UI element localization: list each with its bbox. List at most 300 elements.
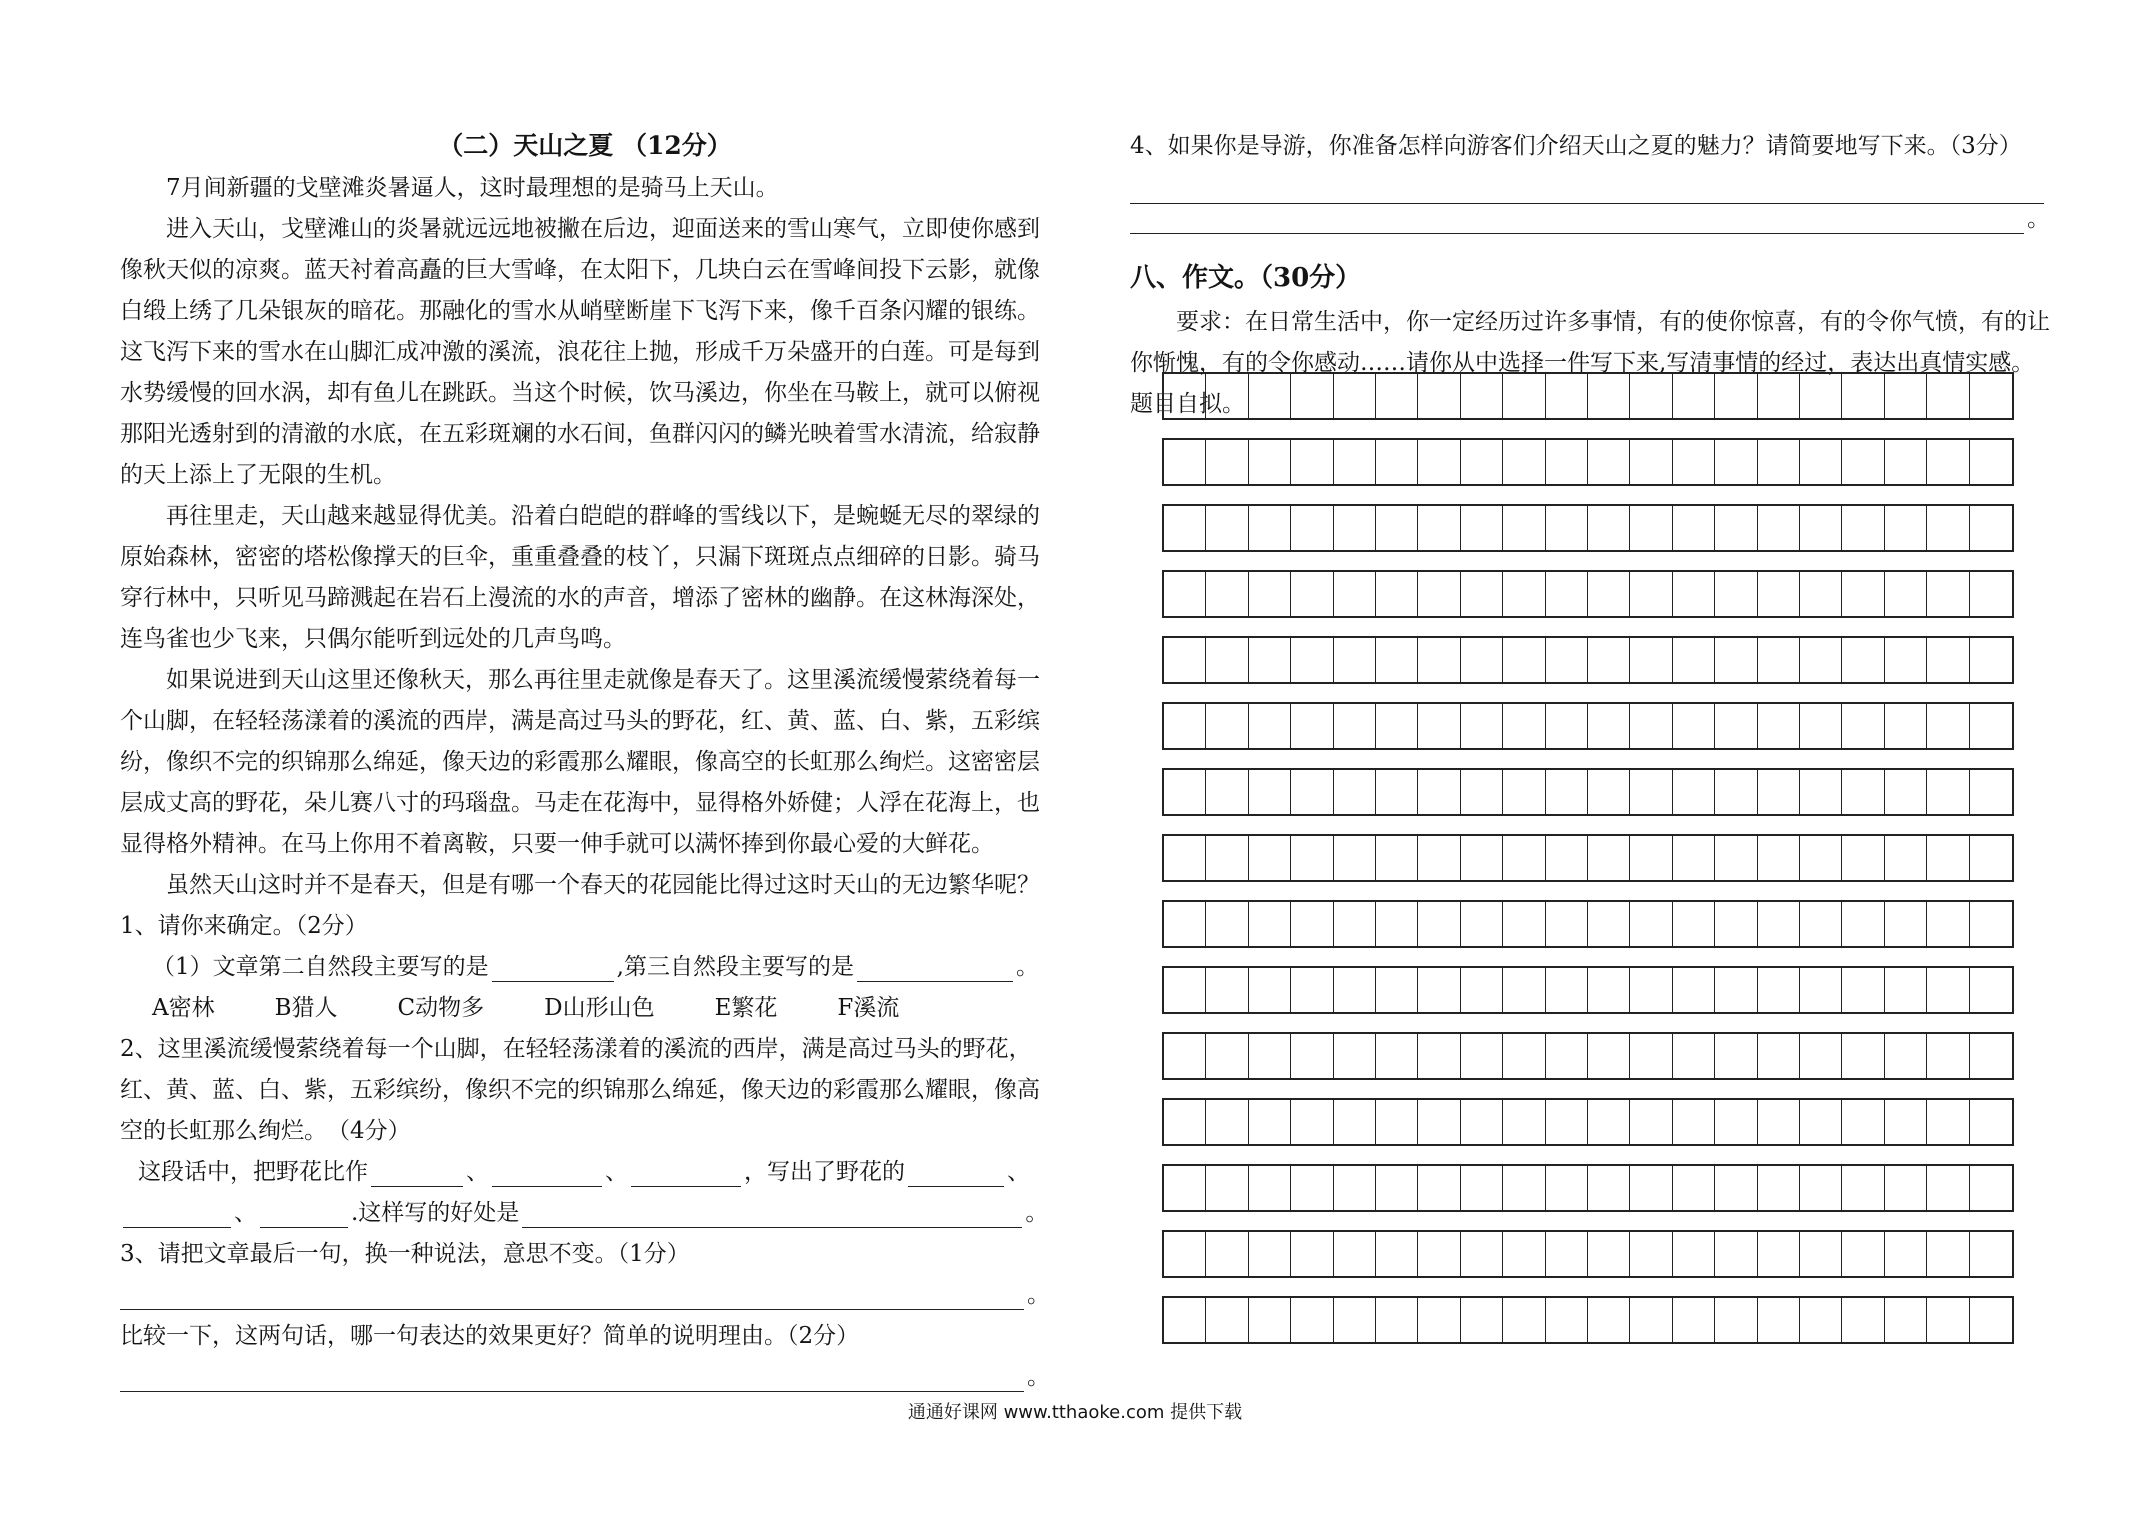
grid-cell[interactable] (1970, 836, 2012, 880)
grid-cell[interactable] (1418, 902, 1460, 946)
grid-cell[interactable] (1927, 1034, 1969, 1078)
grid-cell[interactable] (1249, 440, 1291, 484)
grid-cell[interactable] (1673, 902, 1715, 946)
grid-cell[interactable] (1334, 902, 1376, 946)
grid-cell[interactable] (1249, 374, 1291, 418)
grid-cell[interactable] (1249, 1298, 1291, 1342)
grid-cell[interactable] (1927, 1232, 1969, 1276)
grid-cell[interactable] (1206, 440, 1248, 484)
grid-cell[interactable] (1461, 1100, 1503, 1144)
grid-cell[interactable] (1927, 968, 1969, 1012)
grid-cell[interactable] (1418, 1166, 1460, 1210)
grid-cell[interactable] (1588, 770, 1630, 814)
grid-cell[interactable] (1291, 1166, 1333, 1210)
grid-cell[interactable] (1291, 638, 1333, 682)
grid-cell[interactable] (1249, 770, 1291, 814)
grid-row[interactable] (1162, 966, 2014, 1014)
grid-cell[interactable] (1885, 440, 1927, 484)
grid-cell[interactable] (1461, 836, 1503, 880)
grid-cell[interactable] (1842, 638, 1884, 682)
grid-cell[interactable] (1885, 968, 1927, 1012)
grid-cell[interactable] (1249, 572, 1291, 616)
grid-cell[interactable] (1334, 836, 1376, 880)
grid-cell[interactable] (1885, 836, 1927, 880)
grid-row[interactable] (1162, 834, 2014, 882)
grid-cell[interactable] (1206, 770, 1248, 814)
grid-cell[interactable] (1164, 968, 1206, 1012)
grid-cell[interactable] (1970, 374, 2012, 418)
grid-cell[interactable] (1673, 1034, 1715, 1078)
grid-cell[interactable] (1588, 374, 1630, 418)
grid-cell[interactable] (1842, 902, 1884, 946)
grid-cell[interactable] (1461, 1298, 1503, 1342)
grid-cell[interactable] (1334, 374, 1376, 418)
answer-blank-6[interactable] (908, 1162, 1004, 1187)
grid-cell[interactable] (1206, 638, 1248, 682)
grid-cell[interactable] (1291, 902, 1333, 946)
grid-cell[interactable] (1249, 638, 1291, 682)
grid-cell[interactable] (1418, 836, 1460, 880)
grid-cell[interactable] (1842, 770, 1884, 814)
grid-cell[interactable] (1885, 572, 1927, 616)
grid-cell[interactable] (1291, 1034, 1333, 1078)
grid-cell[interactable] (1376, 572, 1418, 616)
grid-cell[interactable] (1376, 770, 1418, 814)
grid-cell[interactable] (1164, 440, 1206, 484)
grid-cell[interactable] (1376, 902, 1418, 946)
grid-cell[interactable] (1800, 638, 1842, 682)
grid-cell[interactable] (1885, 902, 1927, 946)
grid-cell[interactable] (1927, 440, 1969, 484)
grid-cell[interactable] (1885, 374, 1927, 418)
grid-cell[interactable] (1842, 1100, 1884, 1144)
grid-cell[interactable] (1588, 1166, 1630, 1210)
grid-cell[interactable] (1546, 506, 1588, 550)
grid-cell[interactable] (1291, 440, 1333, 484)
grid-cell[interactable] (1673, 374, 1715, 418)
grid-cell[interactable] (1800, 506, 1842, 550)
grid-cell[interactable] (1758, 770, 1800, 814)
grid-cell[interactable] (1970, 704, 2012, 748)
grid-cell[interactable] (1503, 770, 1545, 814)
grid-cell[interactable] (1461, 770, 1503, 814)
grid-cell[interactable] (1164, 902, 1206, 946)
grid-cell[interactable] (1334, 1232, 1376, 1276)
grid-cell[interactable] (1461, 374, 1503, 418)
answer-line-q3[interactable] (120, 1285, 1024, 1310)
grid-cell[interactable] (1970, 572, 2012, 616)
grid-cell[interactable] (1970, 1034, 2012, 1078)
grid-cell[interactable] (1249, 1100, 1291, 1144)
answer-line-q4-2[interactable] (1130, 209, 2024, 234)
grid-cell[interactable] (1164, 770, 1206, 814)
answer-line-q3-compare[interactable] (120, 1367, 1024, 1392)
grid-cell[interactable] (1376, 440, 1418, 484)
grid-cell[interactable] (1630, 770, 1672, 814)
grid-cell[interactable] (1842, 968, 1884, 1012)
grid-cell[interactable] (1249, 902, 1291, 946)
grid-cell[interactable] (1673, 770, 1715, 814)
grid-cell[interactable] (1461, 704, 1503, 748)
grid-cell[interactable] (1715, 374, 1757, 418)
grid-cell[interactable] (1630, 1034, 1672, 1078)
grid-cell[interactable] (1673, 968, 1715, 1012)
grid-cell[interactable] (1673, 704, 1715, 748)
grid-cell[interactable] (1758, 440, 1800, 484)
grid-cell[interactable] (1334, 770, 1376, 814)
grid-cell[interactable] (1885, 1100, 1927, 1144)
grid-cell[interactable] (1927, 1298, 1969, 1342)
grid-cell[interactable] (1461, 506, 1503, 550)
grid-cell[interactable] (1715, 506, 1757, 550)
grid-cell[interactable] (1800, 1034, 1842, 1078)
grid-cell[interactable] (1418, 572, 1460, 616)
grid-cell[interactable] (1546, 1100, 1588, 1144)
grid-row[interactable] (1162, 504, 2014, 552)
grid-cell[interactable] (1588, 902, 1630, 946)
grid-cell[interactable] (1376, 1034, 1418, 1078)
grid-cell[interactable] (1630, 572, 1672, 616)
grid-cell[interactable] (1461, 968, 1503, 1012)
grid-cell[interactable] (1334, 1034, 1376, 1078)
grid-cell[interactable] (1334, 506, 1376, 550)
grid-cell[interactable] (1376, 638, 1418, 682)
grid-cell[interactable] (1376, 704, 1418, 748)
grid-cell[interactable] (1970, 968, 2012, 1012)
grid-cell[interactable] (1842, 836, 1884, 880)
grid-cell[interactable] (1758, 1034, 1800, 1078)
grid-cell[interactable] (1885, 1034, 1927, 1078)
grid-cell[interactable] (1376, 1166, 1418, 1210)
grid-cell[interactable] (1503, 572, 1545, 616)
grid-cell[interactable] (1546, 968, 1588, 1012)
grid-cell[interactable] (1461, 440, 1503, 484)
grid-cell[interactable] (1630, 1166, 1672, 1210)
grid-cell[interactable] (1927, 1100, 1969, 1144)
grid-cell[interactable] (1291, 1298, 1333, 1342)
grid-cell[interactable] (1927, 506, 1969, 550)
grid-cell[interactable] (1927, 902, 1969, 946)
grid-cell[interactable] (1927, 704, 1969, 748)
grid-cell[interactable] (1546, 770, 1588, 814)
grid-cell[interactable] (1418, 770, 1460, 814)
grid-cell[interactable] (1376, 1100, 1418, 1144)
grid-cell[interactable] (1249, 968, 1291, 1012)
grid-cell[interactable] (1630, 1100, 1672, 1144)
answer-blank-8[interactable] (260, 1203, 348, 1228)
grid-cell[interactable] (1546, 572, 1588, 616)
grid-cell[interactable] (1970, 1100, 2012, 1144)
grid-cell[interactable] (1842, 1034, 1884, 1078)
grid-cell[interactable] (1291, 572, 1333, 616)
grid-cell[interactable] (1970, 770, 2012, 814)
grid-cell[interactable] (1758, 374, 1800, 418)
grid-cell[interactable] (1588, 506, 1630, 550)
grid-cell[interactable] (1503, 1034, 1545, 1078)
grid-cell[interactable] (1800, 1166, 1842, 1210)
grid-cell[interactable] (1800, 1298, 1842, 1342)
grid-cell[interactable] (1630, 374, 1672, 418)
grid-cell[interactable] (1588, 1034, 1630, 1078)
grid-cell[interactable] (1334, 1166, 1376, 1210)
grid-cell[interactable] (1715, 968, 1757, 1012)
grid-cell[interactable] (1970, 638, 2012, 682)
grid-cell[interactable] (1418, 506, 1460, 550)
grid-cell[interactable] (1927, 836, 1969, 880)
grid-cell[interactable] (1673, 1298, 1715, 1342)
grid-cell[interactable] (1630, 968, 1672, 1012)
grid-cell[interactable] (1291, 968, 1333, 1012)
grid-cell[interactable] (1164, 572, 1206, 616)
grid-row[interactable] (1162, 570, 2014, 618)
grid-cell[interactable] (1206, 506, 1248, 550)
grid-cell[interactable] (1715, 902, 1757, 946)
grid-cell[interactable] (1546, 440, 1588, 484)
grid-cell[interactable] (1164, 638, 1206, 682)
grid-cell[interactable] (1546, 1298, 1588, 1342)
grid-cell[interactable] (1206, 968, 1248, 1012)
grid-cell[interactable] (1588, 968, 1630, 1012)
grid-cell[interactable] (1800, 770, 1842, 814)
grid-row[interactable] (1162, 768, 2014, 816)
grid-cell[interactable] (1927, 1166, 1969, 1210)
answer-blank-3[interactable] (371, 1162, 463, 1187)
grid-cell[interactable] (1461, 638, 1503, 682)
grid-row[interactable] (1162, 1296, 2014, 1344)
grid-cell[interactable] (1503, 440, 1545, 484)
grid-cell[interactable] (1842, 1298, 1884, 1342)
grid-cell[interactable] (1842, 1166, 1884, 1210)
grid-cell[interactable] (1546, 638, 1588, 682)
grid-cell[interactable] (1630, 1298, 1672, 1342)
grid-cell[interactable] (1800, 704, 1842, 748)
grid-cell[interactable] (1758, 968, 1800, 1012)
grid-cell[interactable] (1673, 836, 1715, 880)
grid-cell[interactable] (1291, 1232, 1333, 1276)
grid-cell[interactable] (1970, 902, 2012, 946)
grid-cell[interactable] (1164, 1100, 1206, 1144)
grid-cell[interactable] (1970, 440, 2012, 484)
composition-grid[interactable] (1162, 372, 2014, 1362)
grid-cell[interactable] (1249, 1232, 1291, 1276)
grid-cell[interactable] (1249, 1034, 1291, 1078)
grid-cell[interactable] (1842, 374, 1884, 418)
grid-cell[interactable] (1715, 1298, 1757, 1342)
grid-cell[interactable] (1291, 374, 1333, 418)
grid-cell[interactable] (1503, 1232, 1545, 1276)
grid-cell[interactable] (1503, 704, 1545, 748)
grid-cell[interactable] (1927, 572, 1969, 616)
grid-cell[interactable] (1418, 440, 1460, 484)
answer-blank-1[interactable] (492, 957, 614, 982)
answer-blank-9[interactable] (522, 1203, 1022, 1228)
grid-cell[interactable] (1249, 836, 1291, 880)
grid-cell[interactable] (1291, 836, 1333, 880)
grid-cell[interactable] (1630, 836, 1672, 880)
grid-cell[interactable] (1164, 1298, 1206, 1342)
grid-cell[interactable] (1461, 1034, 1503, 1078)
grid-cell[interactable] (1461, 902, 1503, 946)
grid-cell[interactable] (1800, 572, 1842, 616)
grid-row[interactable] (1162, 1032, 2014, 1080)
grid-row[interactable] (1162, 1098, 2014, 1146)
grid-cell[interactable] (1376, 1298, 1418, 1342)
grid-cell[interactable] (1164, 704, 1206, 748)
grid-cell[interactable] (1546, 704, 1588, 748)
grid-cell[interactable] (1334, 440, 1376, 484)
grid-cell[interactable] (1418, 374, 1460, 418)
grid-cell[interactable] (1715, 572, 1757, 616)
grid-cell[interactable] (1800, 374, 1842, 418)
grid-cell[interactable] (1842, 704, 1884, 748)
answer-blank-5[interactable] (631, 1162, 741, 1187)
grid-cell[interactable] (1927, 638, 1969, 682)
grid-cell[interactable] (1418, 638, 1460, 682)
grid-cell[interactable] (1885, 506, 1927, 550)
answer-line-q4-1[interactable] (1130, 173, 2044, 204)
grid-cell[interactable] (1376, 374, 1418, 418)
grid-cell[interactable] (1630, 704, 1672, 748)
grid-cell[interactable] (1206, 572, 1248, 616)
grid-cell[interactable] (1715, 704, 1757, 748)
answer-blank-2[interactable] (857, 957, 1013, 982)
grid-cell[interactable] (1715, 1232, 1757, 1276)
grid-row[interactable] (1162, 1230, 2014, 1278)
grid-cell[interactable] (1291, 770, 1333, 814)
grid-cell[interactable] (1758, 506, 1800, 550)
grid-cell[interactable] (1800, 1100, 1842, 1144)
grid-cell[interactable] (1758, 1298, 1800, 1342)
grid-cell[interactable] (1376, 836, 1418, 880)
grid-cell[interactable] (1418, 1232, 1460, 1276)
grid-cell[interactable] (1291, 1100, 1333, 1144)
grid-cell[interactable] (1376, 1232, 1418, 1276)
grid-cell[interactable] (1673, 638, 1715, 682)
grid-cell[interactable] (1885, 1298, 1927, 1342)
grid-cell[interactable] (1673, 572, 1715, 616)
grid-cell[interactable] (1546, 374, 1588, 418)
grid-cell[interactable] (1800, 836, 1842, 880)
grid-cell[interactable] (1970, 506, 2012, 550)
grid-cell[interactable] (1842, 440, 1884, 484)
grid-cell[interactable] (1546, 1232, 1588, 1276)
grid-cell[interactable] (1588, 572, 1630, 616)
grid-cell[interactable] (1334, 638, 1376, 682)
grid-cell[interactable] (1503, 968, 1545, 1012)
grid-cell[interactable] (1334, 704, 1376, 748)
grid-cell[interactable] (1249, 506, 1291, 550)
grid-cell[interactable] (1927, 374, 1969, 418)
grid-cell[interactable] (1885, 1232, 1927, 1276)
grid-cell[interactable] (1758, 572, 1800, 616)
grid-cell[interactable] (1588, 704, 1630, 748)
grid-cell[interactable] (1758, 704, 1800, 748)
grid-cell[interactable] (1885, 770, 1927, 814)
grid-cell[interactable] (1800, 440, 1842, 484)
grid-cell[interactable] (1418, 968, 1460, 1012)
grid-cell[interactable] (1376, 968, 1418, 1012)
grid-cell[interactable] (1503, 374, 1545, 418)
grid-cell[interactable] (1164, 1232, 1206, 1276)
grid-cell[interactable] (1800, 1232, 1842, 1276)
grid-cell[interactable] (1418, 1100, 1460, 1144)
grid-cell[interactable] (1334, 968, 1376, 1012)
grid-cell[interactable] (1715, 638, 1757, 682)
grid-cell[interactable] (1291, 506, 1333, 550)
grid-cell[interactable] (1503, 1166, 1545, 1210)
grid-cell[interactable] (1249, 1166, 1291, 1210)
grid-cell[interactable] (1164, 836, 1206, 880)
grid-cell[interactable] (1800, 968, 1842, 1012)
grid-cell[interactable] (1673, 1100, 1715, 1144)
grid-cell[interactable] (1164, 1034, 1206, 1078)
grid-cell[interactable] (1164, 506, 1206, 550)
grid-cell[interactable] (1630, 506, 1672, 550)
grid-cell[interactable] (1206, 1298, 1248, 1342)
answer-blank-7[interactable] (123, 1203, 231, 1228)
grid-cell[interactable] (1885, 638, 1927, 682)
grid-cell[interactable] (1673, 440, 1715, 484)
grid-cell[interactable] (1842, 572, 1884, 616)
grid-cell[interactable] (1885, 1166, 1927, 1210)
grid-cell[interactable] (1630, 902, 1672, 946)
grid-cell[interactable] (1758, 1100, 1800, 1144)
grid-cell[interactable] (1334, 572, 1376, 616)
grid-cell[interactable] (1334, 1298, 1376, 1342)
grid-cell[interactable] (1249, 704, 1291, 748)
grid-cell[interactable] (1715, 1100, 1757, 1144)
grid-cell[interactable] (1164, 374, 1206, 418)
grid-cell[interactable] (1418, 704, 1460, 748)
grid-cell[interactable] (1885, 704, 1927, 748)
grid-cell[interactable] (1970, 1166, 2012, 1210)
grid-cell[interactable] (1588, 1100, 1630, 1144)
grid-cell[interactable] (1715, 440, 1757, 484)
grid-cell[interactable] (1546, 902, 1588, 946)
grid-cell[interactable] (1970, 1298, 2012, 1342)
grid-cell[interactable] (1164, 1166, 1206, 1210)
grid-cell[interactable] (1715, 1166, 1757, 1210)
grid-cell[interactable] (1758, 1166, 1800, 1210)
grid-cell[interactable] (1800, 902, 1842, 946)
grid-cell[interactable] (1461, 572, 1503, 616)
grid-cell[interactable] (1503, 638, 1545, 682)
grid-cell[interactable] (1715, 1034, 1757, 1078)
grid-cell[interactable] (1715, 836, 1757, 880)
grid-cell[interactable] (1503, 836, 1545, 880)
grid-row[interactable] (1162, 372, 2014, 420)
grid-cell[interactable] (1206, 1232, 1248, 1276)
grid-cell[interactable] (1418, 1298, 1460, 1342)
grid-row[interactable] (1162, 702, 2014, 750)
grid-cell[interactable] (1842, 1232, 1884, 1276)
grid-cell[interactable] (1758, 836, 1800, 880)
grid-row[interactable] (1162, 1164, 2014, 1212)
grid-cell[interactable] (1927, 770, 1969, 814)
grid-cell[interactable] (1503, 1100, 1545, 1144)
grid-cell[interactable] (1758, 1232, 1800, 1276)
grid-cell[interactable] (1715, 770, 1757, 814)
grid-cell[interactable] (1461, 1166, 1503, 1210)
grid-cell[interactable] (1334, 1100, 1376, 1144)
grid-cell[interactable] (1588, 836, 1630, 880)
grid-cell[interactable] (1546, 1166, 1588, 1210)
grid-cell[interactable] (1673, 506, 1715, 550)
grid-cell[interactable] (1418, 1034, 1460, 1078)
answer-blank-4[interactable] (492, 1162, 602, 1187)
grid-cell[interactable] (1758, 902, 1800, 946)
grid-cell[interactable] (1630, 638, 1672, 682)
